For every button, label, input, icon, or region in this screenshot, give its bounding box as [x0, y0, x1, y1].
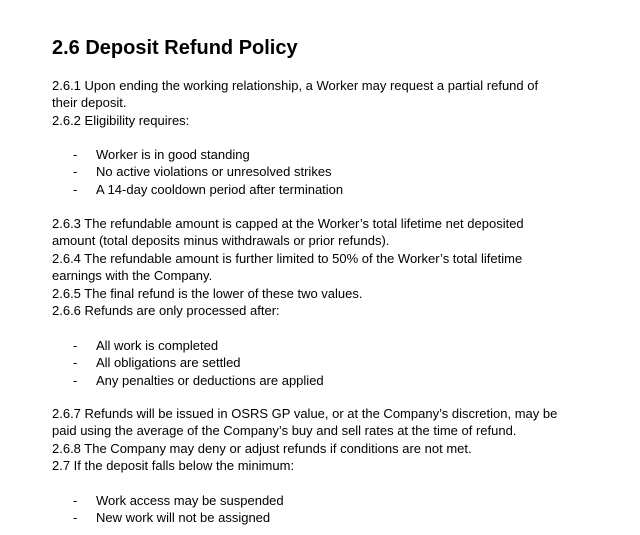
bullet-marker: -: [73, 181, 78, 197]
bullet-marker: -: [73, 338, 78, 353]
paragraph-line: earnings with the Company.: [52, 268, 213, 284]
paragraph-line: 2.6.2 Eligibility requires:: [52, 112, 190, 128]
paragraph-line: 2.6.1 Upon ending the working relationship, a Worker may request a partial refund of: [52, 78, 539, 93]
paragraph-group-issuance: [52, 405, 612, 475]
bullet-marker: -: [73, 493, 78, 508]
list-item-text: Work access may be suspended: [96, 493, 284, 508]
paragraph-line: amount (total deposits minus withdrawals or prior refunds).: [52, 233, 390, 249]
list-item-text: All work is completed: [96, 338, 219, 353]
paragraph-group-amounts: [52, 215, 612, 319]
bullet-marker: -: [73, 510, 78, 526]
paragraph-line: 2.7 If the deposit falls below the minimum:: [52, 458, 295, 474]
list-item-text: A 14-day cooldown period after termination: [96, 181, 344, 197]
paragraph-line: 2.6.7 Refunds will be issued in OSRS GP value, or at the Company’s discretion, may be: [52, 406, 558, 421]
paragraph-line: paid using the average of the Company’s buy and sell rates at the time of refund.: [52, 423, 517, 439]
list-item-text: Any penalties or deductions are applied: [96, 372, 324, 388]
list-item-text: No active violations or unresolved strikes: [96, 164, 332, 180]
bullet-marker: -: [73, 164, 78, 180]
list-item-text: Worker is in good standing: [96, 147, 250, 162]
list-item-text: New work will not be assigned: [96, 510, 271, 526]
paragraph-line: 2.6.6 Refunds are only processed after:: [52, 303, 280, 319]
paragraph-group-intro: [52, 77, 612, 129]
list-item-text: All obligations are settled: [96, 355, 241, 371]
paragraph-line: 2.6.4 The refundable amount is further limited to 50% of the Worker’s total lifetime: [52, 250, 523, 266]
bullet-marker: -: [73, 372, 78, 388]
section-title: 2.6 Deposit Refund Policy: [52, 37, 298, 59]
bullet-marker: -: [73, 355, 78, 371]
paragraph-line: their deposit.: [52, 95, 127, 111]
paragraph-line: 2.6.3 The refundable amount is capped at the Worker’s total lifetime net deposited: [52, 216, 524, 231]
paragraph-line: 2.6.8 The Company may deny or adjust refunds if conditions are not met.: [52, 440, 472, 456]
bullet-marker: -: [73, 147, 78, 162]
paragraph-line: 2.6.5 The final refund is the lower of these two values.: [52, 285, 363, 301]
